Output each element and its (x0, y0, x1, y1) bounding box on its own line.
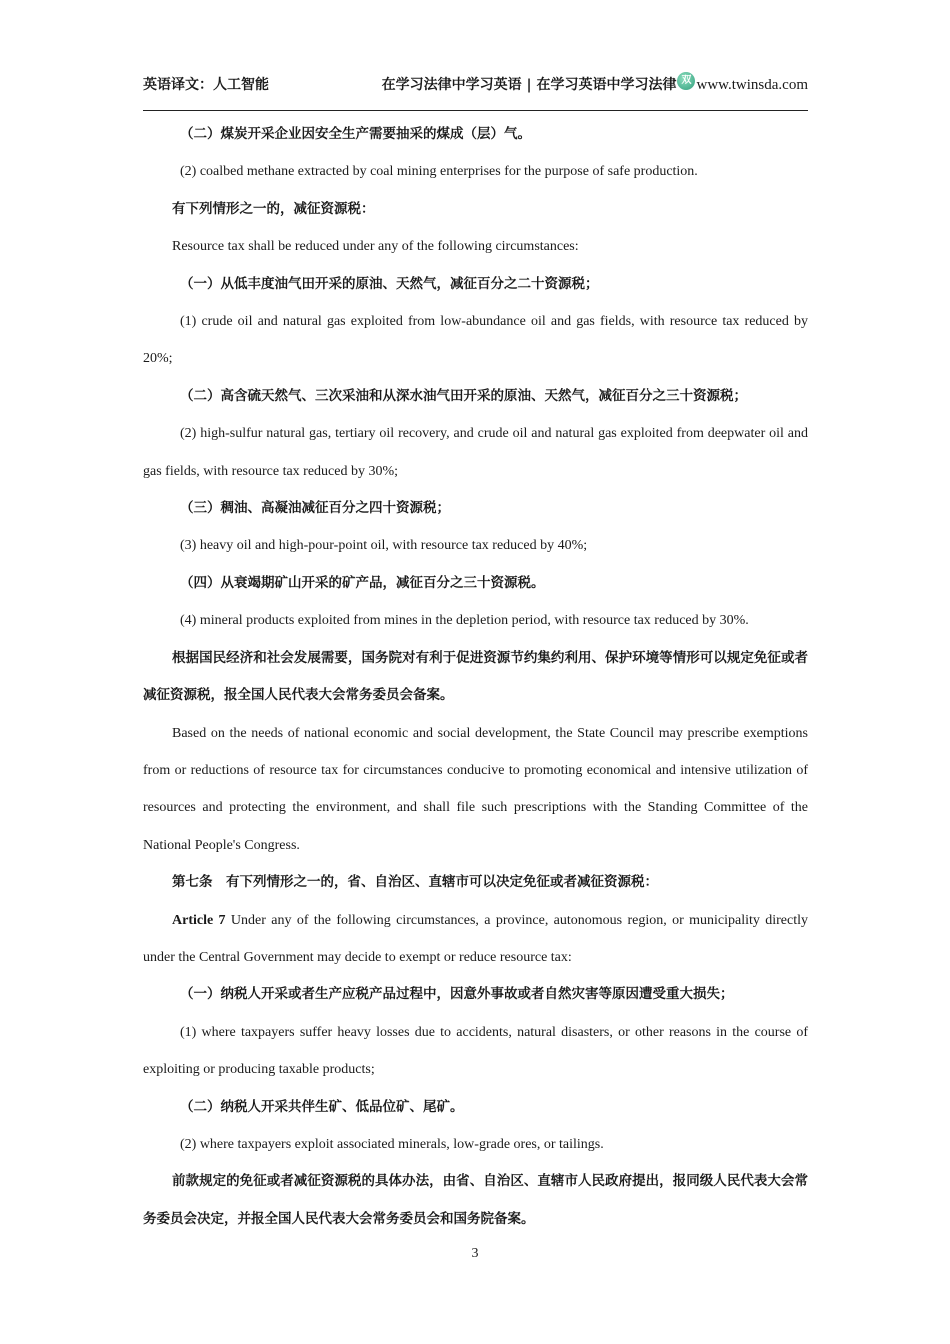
twinsda-logo-icon: 双 (677, 72, 695, 90)
paragraph-english (143, 415, 808, 490)
paragraph-text: （二）煤炭开采企业因安全生产需要抽采的煤成（层）气。 (180, 126, 531, 142)
paragraph-chinese (143, 266, 808, 303)
paragraph-english (143, 902, 808, 977)
paragraph-chinese (143, 116, 808, 153)
header-divider (143, 110, 808, 111)
header-title: 英语译文：人工智能 (143, 77, 269, 93)
paragraph-text: Resource tax shall be reduced under any of the following circumstances: (172, 239, 579, 255)
paragraph-text: Under any of the following circumstances, a province, autonomous region, or municipality directly under the Central Government may decide to exempt or reduce resource tax: (143, 912, 808, 965)
paragraph-text: Based on the needs of national economic and social development, the State Council may prescribe exemptions from or reductions of resource tax for circumstances conducive to promoting economical and intensive utilization of resources and protecting the environment, and shall file such prescriptions with the Standing Committee of the National People's Congress. (143, 725, 808, 853)
paragraph-text: （二）高含硫天然气、三次采油和从深水油气田开采的原油、天然气，减征百分之三十资源税； (180, 387, 747, 404)
article-heading: Article 7 (172, 912, 226, 928)
paragraph-text: 有下列情形之一的，省、自治区、直辖市可以决定免征或者减征资源税： (226, 874, 658, 891)
paragraph-chinese (143, 864, 808, 901)
paragraph-english (143, 527, 808, 564)
paragraph-text: 根据国民经济和社会发展需要，国务院对有利于促进资源节约集约利用、保护环境等情形可以规定免征或者减征资源税，报全国人民代表大会常务委员会备案。 (143, 649, 808, 704)
header-site-link[interactable]: www.twinsda.com (696, 77, 808, 93)
page-header (143, 72, 808, 96)
paragraph-text: （二）纳税人开采共伴生矿、低品位矿、尾矿。 (180, 1098, 464, 1115)
paragraph-chinese (143, 1089, 808, 1126)
paragraph-text: (4) mineral products exploited from mines in the depletion period, with resource tax reduced by 30%. (180, 613, 749, 629)
paragraph-text: 前款规定的免征或者减征资源税的具体办法，由省、自治区、直辖市人民政府提出，报同级人民代表大会常务委员会决定，并报全国人民代表大会常务委员会和国务院备案。 (143, 1173, 808, 1227)
paragraph-text: （一）从低丰度油气田开采的原油、天然气，减征百分之二十资源税； (180, 275, 599, 292)
paragraph-chinese (143, 565, 808, 602)
paragraph-english (143, 1126, 808, 1163)
paragraph-text: (3) heavy oil and high-pour-point oil, with resource tax reduced by 40%; (180, 538, 588, 554)
paragraph-text: （四）从衰竭期矿山开采的矿产品，减征百分之三十资源税。 (180, 574, 545, 591)
paragraph-text: (2) coalbed methane extracted by coal mining enterprises for the purpose of safe production. (180, 164, 698, 180)
paragraph-text: (1) where taxpayers suffer heavy losses due to accidents, natural disasters, or other reasons in the course of exploiting or producing taxable products; (143, 1024, 808, 1078)
body-content (143, 116, 808, 1238)
paragraph-chinese (143, 976, 808, 1013)
paragraph-text: （三）稠油、高凝油减征百分之四十资源税； (180, 500, 450, 517)
paragraph-chinese (143, 378, 808, 415)
page-number: 3 (471, 1246, 479, 1261)
paragraph-chinese (143, 640, 808, 715)
paragraph-text: （一）纳税人开采或者生产应税产品过程中，因意外事故或者自然灾害等原因遭受重大损失； (180, 986, 734, 1003)
paragraph-chinese (143, 191, 808, 228)
paragraph-text: (2) high-sulfur natural gas, tertiary oil recovery, and crude oil and natural gas exploited from deepwater oil and gas fields, with resource tax reduced by 30%; (143, 426, 808, 479)
paragraph-chinese (143, 490, 808, 527)
header-tagline (382, 74, 808, 94)
paragraph-english (143, 303, 808, 378)
paragraph-english (143, 602, 808, 639)
paragraph-english (143, 715, 808, 865)
paragraph-english (143, 1014, 808, 1089)
paragraph-text: 有下列情形之一的，减征资源税： (172, 200, 375, 217)
article-heading: 第七条 (172, 874, 213, 891)
paragraph-english (143, 153, 808, 190)
paragraph-chinese (143, 1163, 808, 1238)
paragraph-text: (1) crude oil and natural gas exploited from low-abundance oil and gas fields, with resource tax reduced by 20%; (143, 314, 808, 367)
paragraph-english (143, 228, 808, 265)
header-slogan: 在学习法律中学习英语 | 在学习英语中学习法律 (381, 77, 677, 93)
paragraph-text: (2) where taxpayers exploit associated minerals, low-grade ores, or tailings. (180, 1136, 604, 1152)
